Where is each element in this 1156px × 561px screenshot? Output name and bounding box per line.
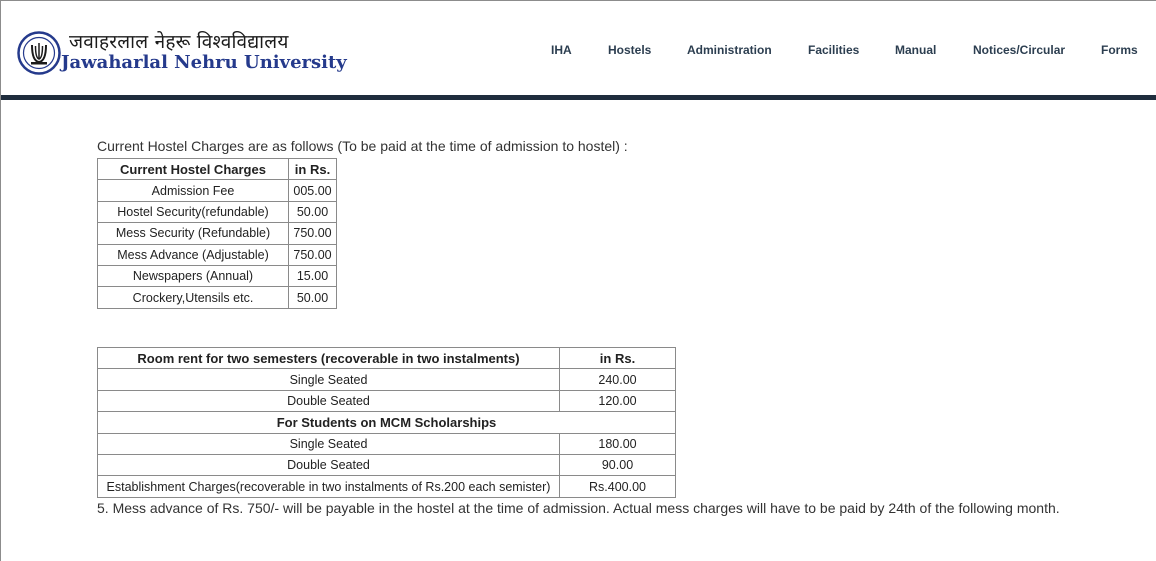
room-rent-table xyxy=(97,347,676,498)
logo-english-text: Jawaharlal Nehru University xyxy=(61,52,347,73)
nav-item-hostels[interactable]: Hostels xyxy=(608,43,652,57)
charge-label: Mess Security (Refundable) xyxy=(98,223,289,244)
rent-label: Single Seated xyxy=(98,369,560,390)
jnu-emblem-icon xyxy=(17,31,61,75)
charge-amount: 15.00 xyxy=(289,265,337,286)
table-row xyxy=(98,223,337,244)
rent-label: Single Seated xyxy=(98,433,560,454)
charge-label: Hostel Security(refundable) xyxy=(98,201,289,222)
rent-amount: 240.00 xyxy=(560,369,676,390)
column-header: in Rs. xyxy=(560,348,676,369)
logo-hindi-text: जवाहरलाल नेहरू विश्वविद्यालय xyxy=(69,31,289,53)
charge-label: Admission Fee xyxy=(98,180,289,201)
table-row xyxy=(98,476,676,497)
charge-amount: 50.00 xyxy=(289,287,337,308)
table-row xyxy=(98,287,337,308)
charge-amount: 005.00 xyxy=(289,180,337,201)
table-header-row xyxy=(98,348,676,369)
mess-advance-note: 5. Mess advance of Rs. 750/- will be payable in the hostel at the time of admission. Actual mess charges will have to be paid by 24th of the following month. xyxy=(97,500,1060,516)
table-row xyxy=(98,201,337,222)
nav-item-notices-circular[interactable]: Notices/Circular xyxy=(973,43,1066,57)
column-header: in Rs. xyxy=(289,159,337,180)
charge-label: Mess Advance (Adjustable) xyxy=(98,244,289,265)
mcm-scholarship-heading: For Students on MCM Scholarships xyxy=(98,412,676,433)
table-row xyxy=(98,454,676,475)
table-row xyxy=(98,433,676,454)
university-logo[interactable] xyxy=(17,28,347,78)
table-subheading-row xyxy=(98,412,676,433)
table-row xyxy=(98,369,676,390)
header-divider-bar xyxy=(1,95,1156,100)
charge-amount: 50.00 xyxy=(289,201,337,222)
establishment-amount: Rs.400.00 xyxy=(560,476,676,497)
rent-label: Double Seated xyxy=(98,390,560,411)
table-header-row xyxy=(98,159,337,180)
column-header: Current Hostel Charges xyxy=(98,159,289,180)
intro-text: Current Hostel Charges are as follows (To be paid at the time of admission to hostel) : xyxy=(97,138,628,154)
table-row xyxy=(98,244,337,265)
rent-amount: 120.00 xyxy=(560,390,676,411)
site-header xyxy=(1,1,1156,95)
nav-item-administration[interactable]: Administration xyxy=(687,43,772,57)
column-header: Room rent for two semesters (recoverable in two instalments) xyxy=(98,348,560,369)
charge-amount: 750.00 xyxy=(289,244,337,265)
hostel-charges-table xyxy=(97,158,337,309)
charge-amount: 750.00 xyxy=(289,223,337,244)
rent-amount: 90.00 xyxy=(560,454,676,475)
rent-amount: 180.00 xyxy=(560,433,676,454)
nav-item-iha[interactable]: IHA xyxy=(551,43,572,57)
table-row xyxy=(98,265,337,286)
charge-label: Newspapers (Annual) xyxy=(98,265,289,286)
establishment-label: Establishment Charges(recoverable in two instalments of Rs.200 each semister) xyxy=(98,476,560,497)
nav-item-manual[interactable]: Manual xyxy=(895,43,937,57)
nav-item-facilities[interactable]: Facilities xyxy=(808,43,860,57)
rent-label: Double Seated xyxy=(98,454,560,475)
table-row xyxy=(98,390,676,411)
charge-label: Crockery,Utensils etc. xyxy=(98,287,289,308)
nav-item-forms[interactable]: Forms xyxy=(1101,43,1138,57)
table-row xyxy=(98,180,337,201)
